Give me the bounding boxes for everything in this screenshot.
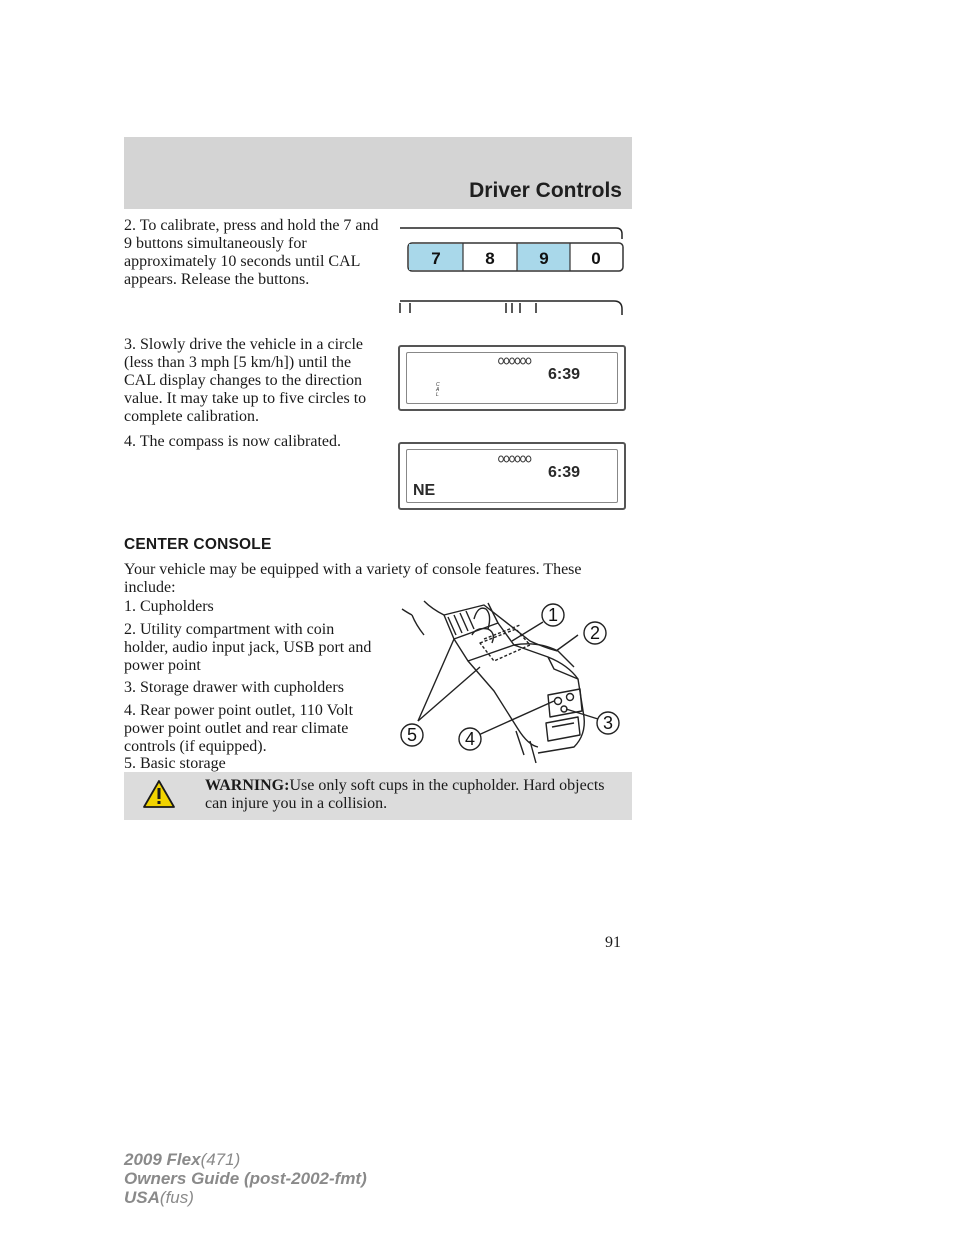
direction-display-figure — [398, 442, 626, 510]
footer — [124, 1150, 367, 1207]
step-3-text: 3. Slowly drive the vehicle in a circle (less than 3 mph [5 km/h]) until the CAL display changes to the direction value. It may take up to five circles to complete calibration. — [124, 336, 367, 425]
segment-dots-icon — [498, 357, 532, 365]
console-item-2: 2. Utility compartment with coin holder, audio input jack, USB port and power point — [124, 621, 372, 674]
section-title: Driver Controls — [469, 179, 622, 202]
callout-4: 4 — [464, 729, 476, 749]
button-7-label: 7 — [431, 249, 441, 268]
callout-1: 1 — [547, 605, 559, 625]
callout-3: 3 — [602, 713, 614, 733]
footer-market: USA — [124, 1188, 160, 1207]
button-0-label: 0 — [591, 249, 601, 268]
callout-2: 2 — [589, 623, 601, 643]
button-row — [408, 243, 623, 271]
warning-triangle-icon — [142, 779, 176, 809]
console-item-5: 5. Basic storage — [124, 755, 226, 772]
step-4-text: 4. The compass is now calibrated. — [124, 433, 341, 450]
warning-text — [205, 777, 625, 813]
center-console-heading: CENTER CONSOLE — [124, 536, 272, 553]
console-item-3: 3. Storage drawer with cupholders — [124, 679, 344, 696]
center-console-illustration — [398, 595, 624, 771]
button-9-label: 9 — [539, 249, 549, 268]
button-8-label: 8 — [485, 249, 495, 268]
header-band — [124, 137, 632, 209]
console-item-1: 1. Cupholders — [124, 598, 214, 615]
step-2-text: 2. To calibrate, press and hold the 7 and 9 buttons simultaneously for approximately 10 seconds until CAL appears. Release the buttons. — [124, 217, 379, 288]
direction-display-value: NE — [413, 482, 436, 499]
center-console-intro: Your vehicle may be equipped with a variety of console features. These include: — [124, 561, 582, 596]
warning-body: Use only soft cups in the cupholder. Hard objects can injure you in a collision. — [205, 777, 605, 812]
page-number: 91 — [605, 934, 621, 951]
warning-label: WARNING: — [205, 777, 290, 794]
cal-display-figure — [398, 345, 626, 411]
cal-indicator: C A L — [436, 382, 440, 398]
callout-5: 5 — [406, 725, 418, 745]
warning-box — [124, 772, 632, 820]
radio-buttons-figure — [396, 225, 632, 317]
footer-market-code: (fus) — [159, 1188, 194, 1207]
cal-display-time: 6:39 — [548, 366, 581, 383]
footer-model: 2009 Flex — [124, 1150, 201, 1169]
footer-model-code: (471) — [200, 1150, 241, 1169]
console-item-4: 4. Rear power point outlet, 110 Volt power point outlet and rear climate controls (if equipped). — [124, 702, 354, 755]
footer-guide: Owners Guide (post-2002-fmt) — [124, 1169, 367, 1188]
direction-display-time: 6:39 — [548, 464, 581, 481]
segment-dots-icon — [498, 455, 532, 463]
